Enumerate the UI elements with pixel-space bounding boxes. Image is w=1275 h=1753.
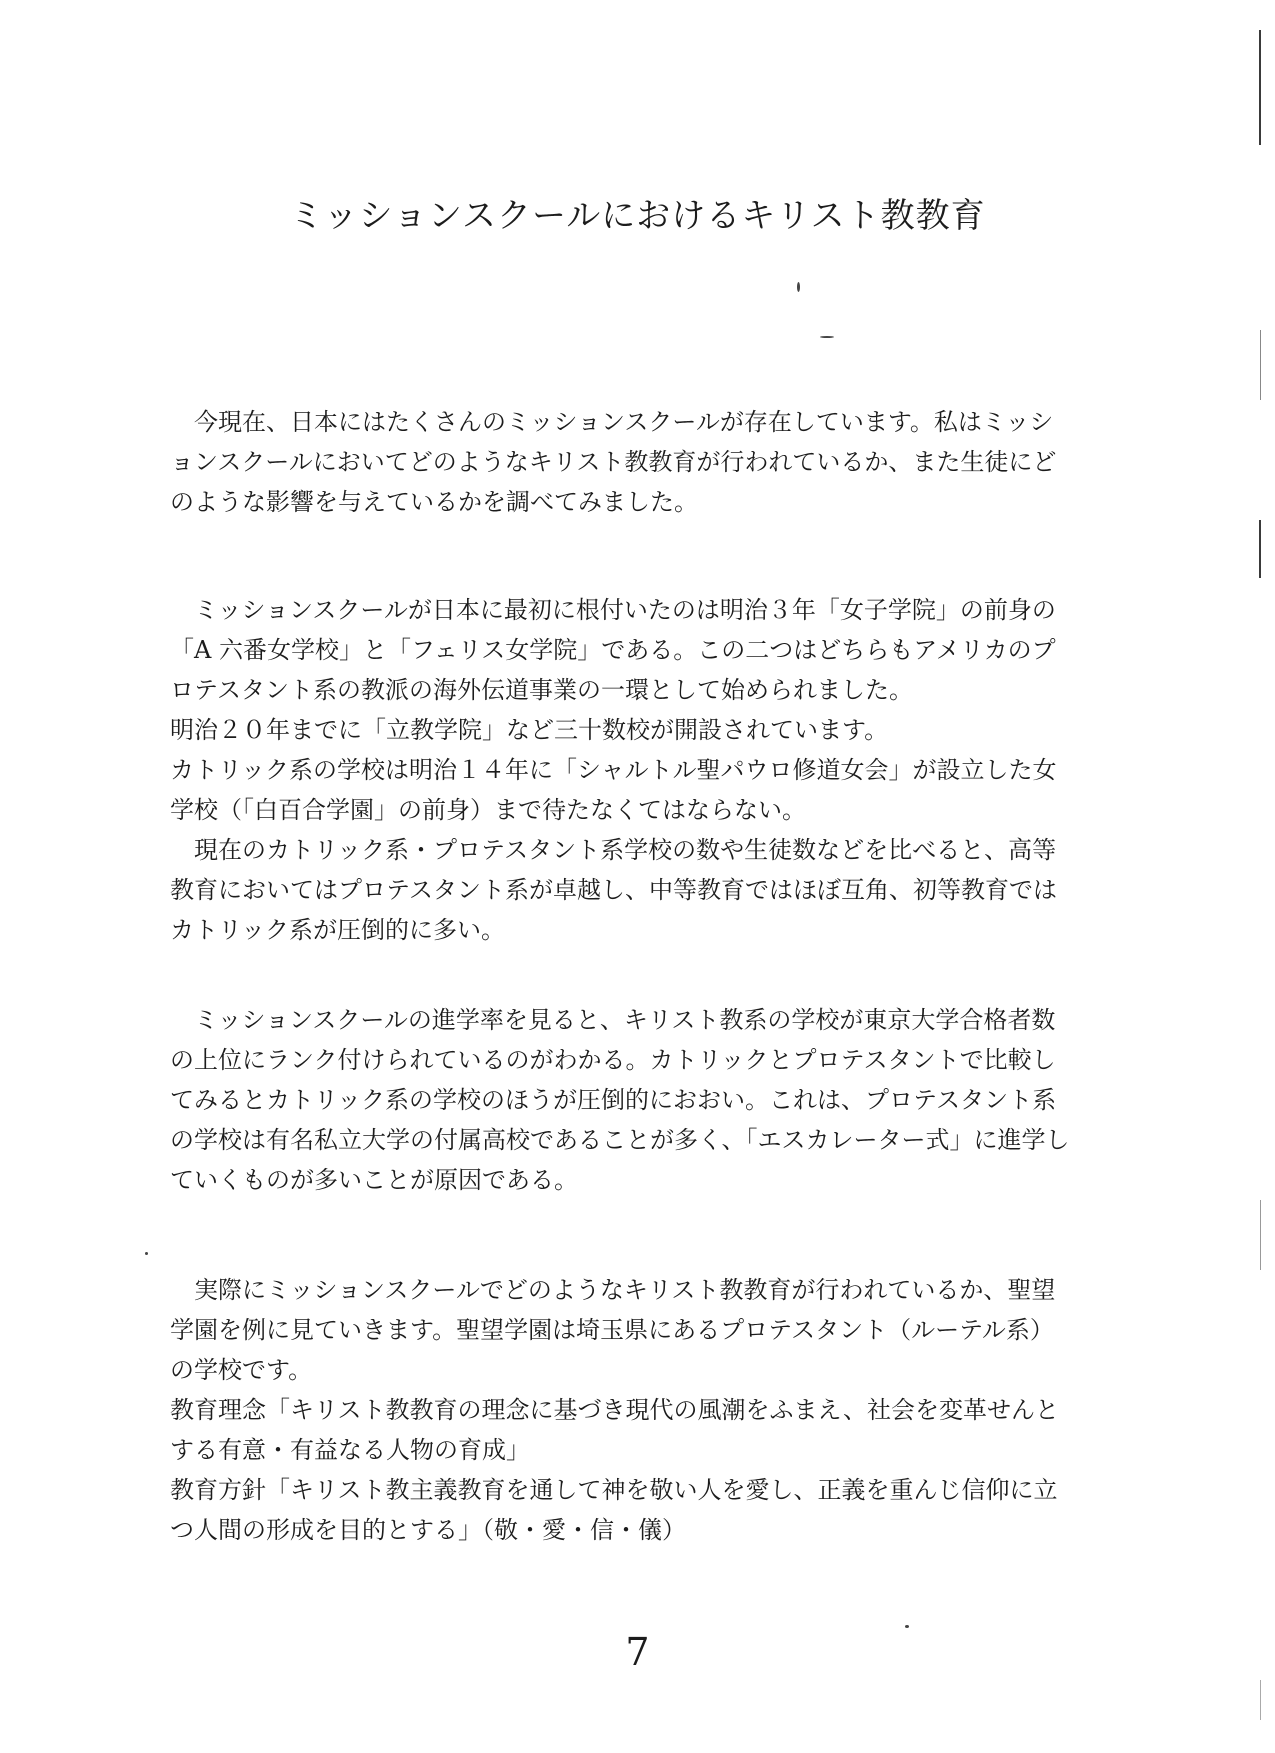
intro-text: 今現在、日本にはたくさんのミッションスクールが存在しています。私はミッションスクールにおいてどのようなキリスト教教育が行われているか、また生徒にどのような影響を与えているかを調べてみました。 bbox=[170, 408, 1057, 516]
scan-edge-mark bbox=[1260, 1680, 1261, 1720]
scan-speck bbox=[905, 1625, 909, 1628]
scan-edge-mark bbox=[1259, 30, 1261, 145]
paragraph-intro bbox=[170, 402, 1070, 522]
scan-edge-mark bbox=[1260, 330, 1261, 400]
education-philosophy: 教育理念「キリスト教教育の理念に基づき現代の風潮をふまえ、社会を変革せんとする有意・有益なる人物の育成」 bbox=[170, 1396, 1059, 1464]
scan-speck bbox=[820, 336, 834, 338]
rates-text: ミッションスクールの進学率を見ると、キリスト教系の学校が東京大学合格者数の上位にランク付けられているのがわかる。カトリックとプロテスタントで比較してみるとカトリック系の学校のほうが圧倒的におおい。これは、プロテスタント系の学校は有名私立大学の付属高校であることが多く、「エスカレーター式」に進学していくものが多いことが原因である。 bbox=[170, 1006, 1070, 1194]
document-title: ミッションスクールにおけるキリスト教教育 bbox=[289, 196, 986, 236]
history-text-2: 明治２０年までに「立教学院」など三十数校が開設されています。 bbox=[170, 716, 889, 744]
history-text-4: 現在のカトリック系・プロテスタント系学校の数や生徒数などを比べると、高等教育においてはプロテスタント系が卓越し、中等教育ではほぼ互角、初等教育ではカトリック系が圧倒的に多い。 bbox=[170, 836, 1058, 944]
scan-edge-mark bbox=[1259, 520, 1261, 578]
scan-edge-mark bbox=[1260, 1200, 1261, 1270]
education-policy: 教育方針「キリスト教主義教育を通して神を敬い人を愛し、正義を重んじ信仰に立つ人間の形成を目的とする」（敬・愛・信・儀） bbox=[170, 1476, 1058, 1544]
page-number: 7 bbox=[625, 1630, 650, 1674]
paragraph-history bbox=[170, 590, 1070, 950]
paragraph-rates bbox=[170, 1000, 1070, 1200]
scan-speck bbox=[797, 282, 800, 292]
history-text-3: カトリック系の学校は明治１４年に「シャルトル聖パウロ修道女会」が設立した女学校（「白百合学園」の前身）まで待たなくてはならない。 bbox=[170, 756, 1057, 824]
example-text-1: 実際にミッションスクールでどのようなキリスト教教育が行われているか、聖望学園を例に見ていきます。聖望学園は埼玉県にあるプロテスタント（ルーテル系）の学校です。 bbox=[170, 1276, 1056, 1384]
history-text-1: ミッションスクールが日本に最初に根付いたのは明治３年「女子学院」の前身の「A 六番女学校」と「フェリス女学院」である。この二つはどちらもアメリカのプロテスタント系の教派の海外伝道事業の一環として始められました。 bbox=[170, 596, 1056, 704]
paragraph-example bbox=[170, 1270, 1070, 1550]
scan-speck bbox=[145, 1252, 148, 1255]
